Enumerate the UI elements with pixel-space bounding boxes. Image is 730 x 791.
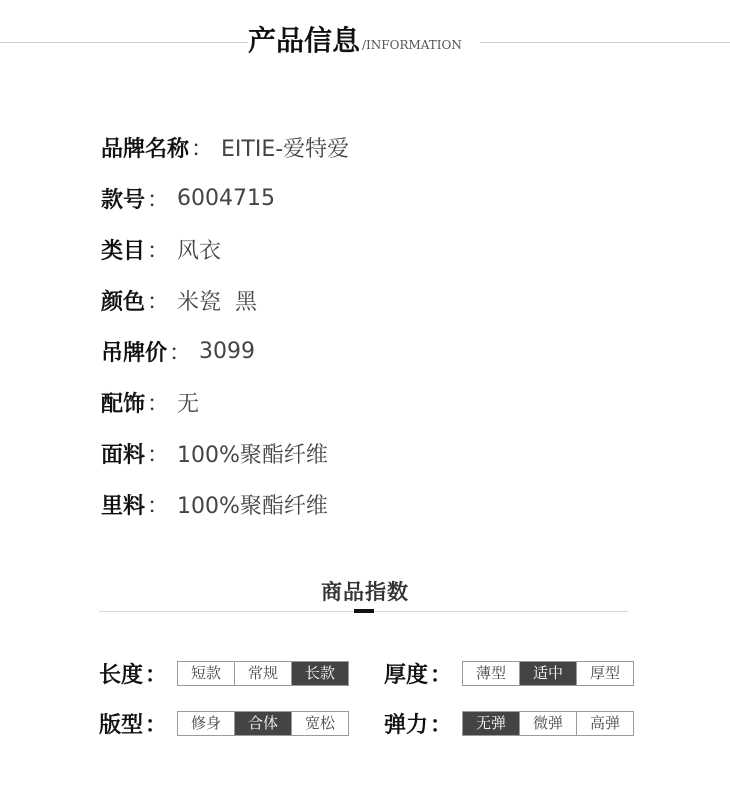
info-colon: ： xyxy=(169,341,192,366)
info-row-style-number xyxy=(101,173,349,224)
info-row-accessories xyxy=(101,377,349,428)
info-label: 里料 xyxy=(101,494,146,519)
metric-option: 厚型 xyxy=(576,662,633,685)
metric-label: 版型 xyxy=(99,713,144,738)
metric-label: 长度 xyxy=(99,663,144,688)
product-index-accent-bar xyxy=(354,609,374,613)
metric-colon: ： xyxy=(145,663,168,688)
metric-label: 弹力 xyxy=(384,713,429,738)
info-label: 面料 xyxy=(101,443,146,468)
info-label: 款号 xyxy=(101,188,146,213)
metric-fit xyxy=(99,708,349,739)
metric-option: 常规 xyxy=(234,662,291,685)
info-label: 颜色 xyxy=(101,290,146,315)
info-row-color xyxy=(101,275,349,326)
header-title-en: /INFORMATION xyxy=(362,38,462,52)
info-label: 吊牌价 xyxy=(101,341,168,366)
metric-option-selected: 适中 xyxy=(519,662,576,685)
info-row-brand xyxy=(101,122,349,173)
info-colon: ： xyxy=(191,137,214,162)
metric-option: 薄型 xyxy=(463,662,519,685)
info-row-fabric xyxy=(101,428,349,479)
metric-thickness xyxy=(384,658,634,689)
metric-colon: ： xyxy=(430,713,453,738)
metric-label: 厚度 xyxy=(384,663,429,688)
info-value: 100%聚酯纤维 xyxy=(177,494,328,519)
info-colon: ： xyxy=(147,290,170,315)
metric-options xyxy=(177,711,349,736)
product-index-title: 商品指数 xyxy=(321,580,409,604)
metric-colon: ： xyxy=(430,663,453,688)
info-row-tag-price xyxy=(101,326,349,377)
metric-option-selected: 长款 xyxy=(291,662,348,685)
metric-option: 短款 xyxy=(178,662,234,685)
section-header xyxy=(248,18,462,58)
info-label: 品牌名称 xyxy=(101,137,190,162)
metric-option: 宽松 xyxy=(291,712,348,735)
info-value: 100%聚酯纤维 xyxy=(177,443,328,468)
info-colon: ： xyxy=(147,188,170,213)
info-value: EITIE-爱特爱 xyxy=(221,137,350,162)
info-colon: ： xyxy=(147,494,170,519)
product-info-list xyxy=(101,122,349,530)
metric-elasticity xyxy=(384,708,634,739)
info-value: 3099 xyxy=(199,339,256,364)
metric-length xyxy=(99,658,349,689)
info-value: 6004715 xyxy=(177,186,276,211)
info-value: 无 xyxy=(177,392,200,417)
metric-options xyxy=(462,661,634,686)
info-colon: ： xyxy=(147,239,170,264)
header-title-cn: 产品信息 xyxy=(248,24,361,57)
metric-option: 修身 xyxy=(178,712,234,735)
metric-option-selected: 合体 xyxy=(234,712,291,735)
info-colon: ： xyxy=(147,392,170,417)
info-label: 类目 xyxy=(101,239,146,264)
info-row-category xyxy=(101,224,349,275)
info-colon: ： xyxy=(147,443,170,468)
info-value: 风衣 xyxy=(177,239,222,264)
info-label: 配饰 xyxy=(101,392,146,417)
metric-colon: ： xyxy=(145,713,168,738)
metric-options xyxy=(177,661,349,686)
metric-options xyxy=(462,711,634,736)
metric-option-selected: 无弹 xyxy=(463,712,519,735)
header-divider-left xyxy=(0,42,248,43)
info-row-lining xyxy=(101,479,349,530)
metric-option: 微弹 xyxy=(519,712,576,735)
header-divider-right xyxy=(480,42,730,43)
info-value: 米瓷 黑 xyxy=(177,290,258,315)
metric-option: 高弹 xyxy=(576,712,633,735)
